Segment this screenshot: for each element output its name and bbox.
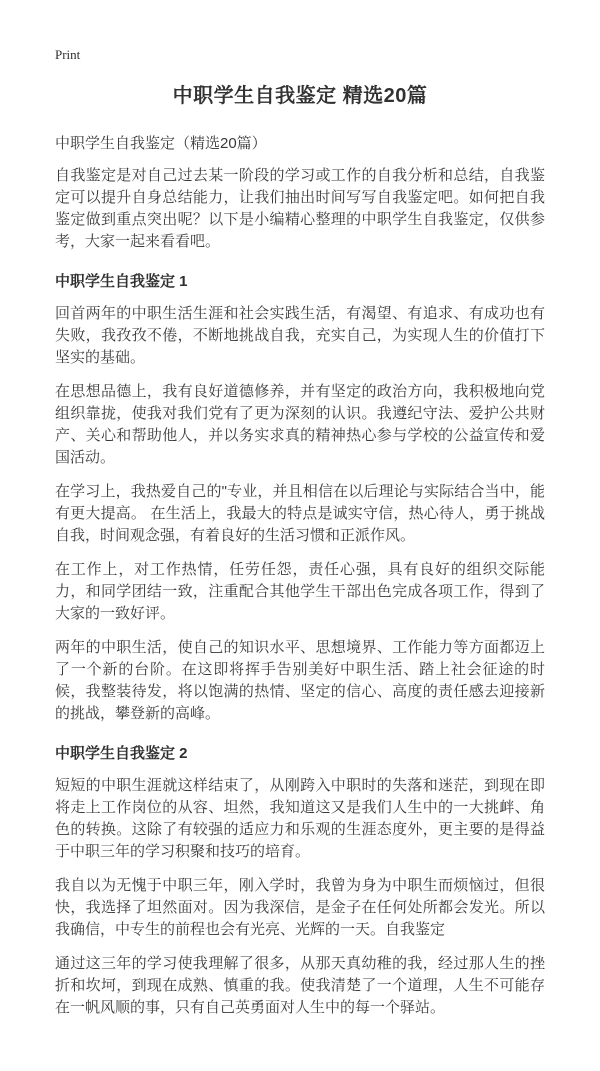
print-link[interactable]: Print — [55, 47, 81, 62]
paragraph: 两年的中职生活，使自己的知识水平、思想境界、工作能力等方面都迈上了一个新的台阶。在这即将挥手告别美好中职生活、踏上社会征途的时候，我整装待发，将以饱满的热情、坚定的信心、高度的责任感去迎接新的挑战，攀登新的高峰。 — [55, 639, 545, 722]
document-subtitle: 中职学生自我鉴定（精选20篇） — [55, 135, 267, 152]
intro-paragraph: 自我鉴定是对自己过去某一阶段的学习或工作的自我分析和总结，自我鉴定可以提升自身总结能力，让我们抽出时间写写自我鉴定吧。如何把自我鉴定做到重点突出呢？以下是小编精心整理的中职学生自我鉴定，仅供参考，大家一起来看看吧。 — [55, 167, 545, 250]
page-title: 中职学生自我鉴定 精选20篇 — [172, 85, 428, 107]
paragraph: 在思想品德上，我有良好道德修养，并有坚定的政治方向，我积极地向党组织靠拢，使我对我们党有了更为深刻的认识。我遵纪守法、爱护公共财产、关心和帮助他人，并以务实求真的精神热心参与学校的公益宣传和爱国活动。 — [55, 383, 545, 466]
section-heading-2: 中职学生自我鉴定 2 — [55, 745, 188, 762]
paragraph: 在学习上，我热爱自己的"专业，并且相信在以后理论与实际结合当中，能有更大提高。 在生活上，我最大的特点是诚实守信，热心待人，勇于挑战自我，时间观念强，有着良好的生活习惯和正派作风。 — [55, 483, 545, 544]
section-heading-1: 中职学生自我鉴定 1 — [55, 273, 188, 290]
paragraph: 在工作上，对工作热情，任劳任怨，责任心强，具有良好的组织交际能力，和同学团结一致，注重配合其他学生干部出色完成各项工作，得到了大家的一致好评。 — [55, 561, 545, 622]
paragraph: 通过这三年的学习使我理解了很多，从那天真幼稚的我，经过那人生的挫折和坎坷，到现在成熟、慎重的我。使我清楚了一个道理，人生不可能存在一帆风顺的事，只有自己英勇面对人生中的每一个驿站。 — [55, 955, 545, 1016]
paragraph: 短短的中职生涯就这样结束了，从刚跨入中职时的失落和迷茫，到现在即将走上工作岗位的从容、坦然，我知道这又是我们人生中的一大挑衅、角色的转换。这除了有较强的适应力和乐观的生涯态度外，更主要的是得益于中职三年的学习积聚和技巧的培育。 — [55, 777, 545, 860]
paragraph: 我自以为无愧于中职三年，刚入学时，我曾为身为中职生而烦恼过，但很快，我选择了坦然面对。因为我深信，是金子在任何处所都会发光。所以我确信，中专生的前程也会有光亮、光辉的一天。自我鉴定 — [55, 877, 545, 938]
paragraph: 回首两年的中职生活生涯和社会实践生活，有渴望、有追求、有成功也有失败，我孜孜不倦，不断地挑战自我，充实自己，为实现人生的价值打下坚实的基础。 — [55, 305, 545, 366]
